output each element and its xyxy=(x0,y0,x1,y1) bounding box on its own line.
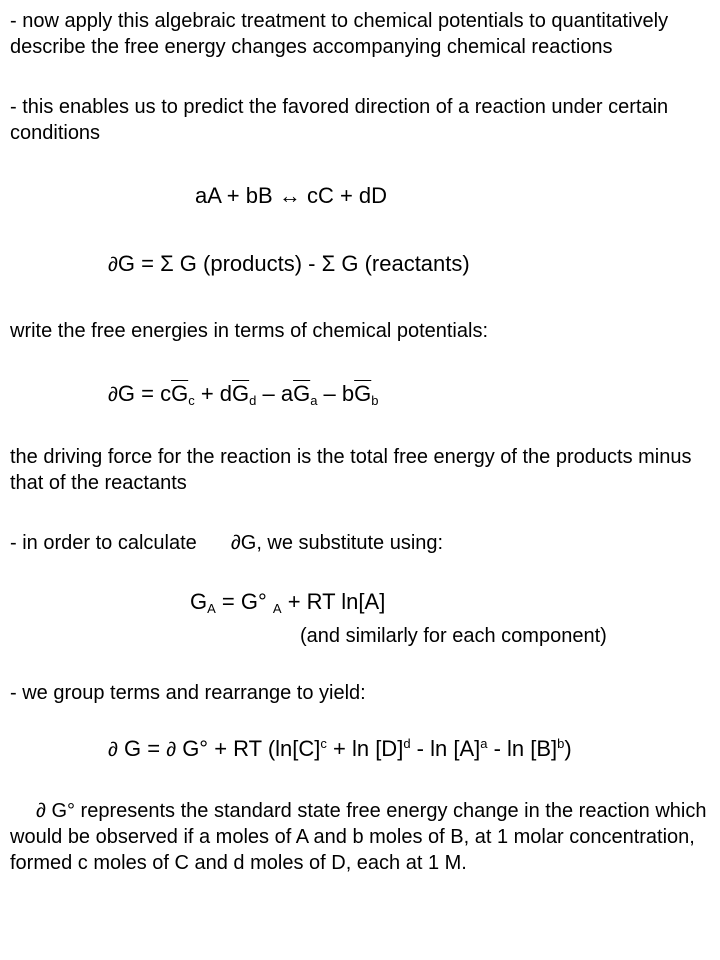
eq4-t6: ) xyxy=(564,736,572,761)
eq2-sub-a: a xyxy=(310,393,318,408)
substitution-equation xyxy=(190,588,385,616)
group-text xyxy=(10,680,710,706)
driving-force-content: the driving force for the reaction is the total free energy of the products minus that of the reactants xyxy=(10,446,692,494)
eq4-sup-b: b xyxy=(557,736,565,751)
eq2-coef-c: c xyxy=(160,381,172,406)
eq3-note: (and similarly for each component) xyxy=(300,625,607,647)
eq2-sub-d: d xyxy=(249,393,257,408)
final-paragraph xyxy=(10,798,710,876)
eq1-paren: ( xyxy=(203,251,211,276)
final-equation xyxy=(108,735,572,764)
eq4-t4: - ln [A] xyxy=(410,736,481,761)
delta-symbol-icon: ∂ xyxy=(230,532,241,554)
equilibrium-arrow-icon: ↔ xyxy=(278,183,301,208)
eq2-plus-d: + d xyxy=(194,381,233,406)
eq3-rest: + RT ln[A] xyxy=(281,589,386,614)
eq2-g-bar-b: $\overline{G}$ xyxy=(354,381,372,406)
eq2-g-bar-c: $\overline{G}$ xyxy=(171,381,189,406)
eq2-minus-b: – b xyxy=(317,381,355,406)
calc-text xyxy=(10,530,710,556)
eq3-sub-a: A xyxy=(207,601,216,616)
write-text-content: write the free energies in terms of chemical potentials: xyxy=(10,320,488,342)
intro-paragraph-2 xyxy=(10,94,710,146)
sigma-symbol: Σ xyxy=(160,251,174,276)
eq3-mid: = G° xyxy=(215,589,273,614)
delta-symbol-icon: ∂ xyxy=(166,739,177,761)
intro-paragraph-1 xyxy=(10,8,710,60)
driving-force-text xyxy=(10,444,710,496)
eq2-text: G = xyxy=(117,381,161,406)
eq2-sub-c: c xyxy=(188,393,195,408)
reaction-equation xyxy=(195,182,387,210)
delta-symbol-icon: ∂ xyxy=(108,254,118,276)
eq3-sub-a2: A xyxy=(272,601,282,616)
eq1-text-a: G = xyxy=(117,251,161,276)
final-text: G° represents the standard state free energy change in the reaction which would be observed if a moles of A and b moles of B, at 1 molar concentration, formed c moles of C and d moles of D, each at 1 M. xyxy=(10,800,707,874)
delta-symbol-icon: ∂ xyxy=(108,739,118,761)
eq4-t5: - ln [B] xyxy=(487,736,558,761)
eq4-sup-d: d xyxy=(403,736,411,751)
intro-text-2: - this enables us to predict the favored direction of a reaction under certain conditions xyxy=(10,96,669,144)
eq1-text-b: G xyxy=(173,251,204,276)
calc-pre: - in order to calculate xyxy=(10,532,197,554)
eq4-sup-a: a xyxy=(480,736,488,751)
delta-symbol-icon: ∂ xyxy=(108,384,118,406)
eq4-t3: + ln [D] xyxy=(326,736,404,761)
eq2-sub-b: b xyxy=(371,393,379,408)
eq4-sup-c: c xyxy=(320,736,327,751)
eq2-minus-a: – a xyxy=(256,381,294,406)
calc-post: G, we substitute using: xyxy=(240,532,444,554)
eq2-g-bar-d: $\overline{G}$ xyxy=(232,381,250,406)
chemical-potential-equation xyxy=(108,380,379,409)
reaction-left: aA + bB xyxy=(195,183,273,208)
eq4-t1: G = xyxy=(117,736,167,761)
eq2-g-bar-a: $\overline{G}$ xyxy=(293,381,311,406)
eq1-text-d: G (reactants) xyxy=(335,251,470,276)
group-text-content: - we group terms and rearrange to yield: xyxy=(10,682,366,704)
delta-symbol-icon: ∂ xyxy=(36,800,46,822)
eq1-text-c: products) - xyxy=(210,251,322,276)
delta-g-equation xyxy=(108,250,470,279)
eq3-g: G xyxy=(190,589,208,614)
intro-text-1: - now apply this algebraic treatment to chemical potentials to quantitatively describe the free energy changes accompanying chemical reactions xyxy=(10,10,669,58)
write-text xyxy=(10,318,710,344)
eq4-t2: G° + RT (ln[C] xyxy=(176,736,321,761)
sigma-symbol: Σ xyxy=(321,251,336,276)
substitution-note xyxy=(300,622,607,650)
reaction-right: cC + dD xyxy=(306,183,388,208)
